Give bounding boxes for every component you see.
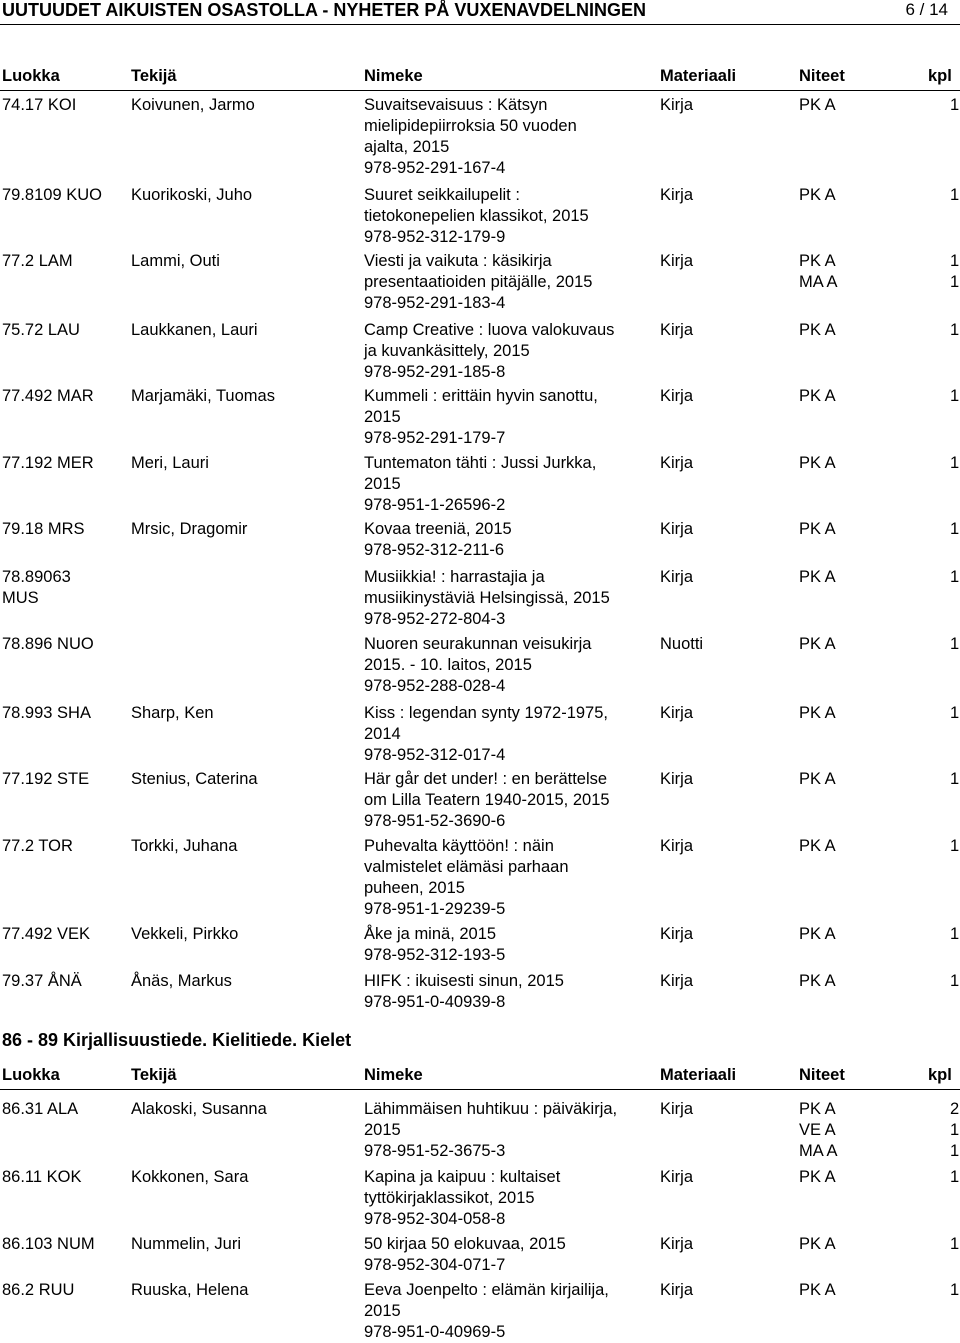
call-number <box>2 1234 126 1255</box>
copy-count <box>950 185 960 206</box>
call-number-line: 77.192 STE <box>2 770 90 788</box>
holdings-location-line: MA A <box>799 273 838 291</box>
title-info <box>364 386 649 449</box>
title-info-line: valmistelet elämäsi parhaan <box>364 858 569 876</box>
copy-count <box>950 924 960 945</box>
copy-count-line: 1 <box>950 837 960 855</box>
material-type: Kirja <box>660 1235 694 1253</box>
copy-count-line: 1 <box>950 925 960 943</box>
copy-count <box>950 1280 960 1301</box>
title-info-line: Puhevalta käyttöön! : näin <box>364 837 554 855</box>
author: Mrsic, Dragomir <box>131 520 248 538</box>
title-info-line: Viesti ja vaikuta : käsikirja <box>364 252 552 270</box>
copy-count-line: 1 <box>950 273 960 291</box>
title-info-line: Kiss : legendan synty 1972-1975, <box>364 704 608 722</box>
title-info-line: 978-951-1-26596-2 <box>364 496 506 514</box>
call-number <box>2 924 126 945</box>
call-number <box>2 971 126 992</box>
title-info-line: 978-952-291-183-4 <box>364 294 506 312</box>
holdings-location <box>799 1234 859 1255</box>
title-info <box>364 453 649 516</box>
col-materiaali: Materiaali <box>660 1066 737 1084</box>
title-info-line: 978-952-291-167-4 <box>364 159 506 177</box>
call-number-line: 77.192 MER <box>2 454 94 472</box>
title-info <box>364 703 649 766</box>
col-kpl: kpl <box>928 1066 952 1084</box>
author: Stenius, Caterina <box>131 770 258 788</box>
call-number <box>2 836 126 857</box>
holdings-location <box>799 1280 859 1301</box>
title-info-line: 978-951-0-40939-8 <box>364 993 506 1011</box>
author: Alakoski, Susanna <box>131 1100 267 1118</box>
material-type: Kirja <box>660 186 694 204</box>
author: Marjamäki, Tuomas <box>131 387 275 405</box>
holdings-location-line: MA A <box>799 1142 838 1160</box>
holdings-location <box>799 971 859 992</box>
copy-count <box>950 971 960 992</box>
holdings-location-line: PK A <box>799 635 836 653</box>
column-headers-2 <box>0 1066 960 1088</box>
author: Vekkeli, Pirkko <box>131 925 239 943</box>
holdings-location-line: PK A <box>799 925 836 943</box>
title-info-line: puheen, 2015 <box>364 879 465 897</box>
title-info-line: Kovaa treeniä, 2015 <box>364 520 512 538</box>
copy-count <box>950 1167 960 1188</box>
author: Sharp, Ken <box>131 704 214 722</box>
call-number <box>2 567 126 609</box>
call-number-line: 77.2 LAM <box>2 252 73 270</box>
col-nimeke: Nimeke <box>364 1066 423 1084</box>
title-info-line: om Lilla Teatern 1940-2015, 2015 <box>364 791 610 809</box>
holdings-location-line: PK A <box>799 520 836 538</box>
holdings-location <box>799 924 859 945</box>
author: Torkki, Juhana <box>131 837 238 855</box>
section-heading: 86 - 89 Kirjallisuustiede. Kielitiede. Kielet <box>2 1030 352 1050</box>
author: Ruuska, Helena <box>131 1281 249 1299</box>
title-info-line: Camp Creative : luova valokuvaus <box>364 321 615 339</box>
col-kpl: kpl <box>928 67 952 85</box>
copy-count-line: 1 <box>950 186 960 204</box>
copy-count-line: 1 <box>950 1168 960 1186</box>
title-info-line: Suuret seikkailupelit : <box>364 186 520 204</box>
title-info <box>364 1234 649 1276</box>
copy-count-line: 1 <box>950 1235 960 1253</box>
title-info-line: musiikinystäviä Helsingissä, 2015 <box>364 589 610 607</box>
col-nimeke: Nimeke <box>364 67 423 85</box>
author: Kuorikoski, Juho <box>131 186 253 204</box>
copy-count <box>950 251 960 293</box>
call-number-line: 79.37 ÅNÄ <box>2 972 82 990</box>
copy-count <box>950 386 960 407</box>
call-number-line: 86.103 NUM <box>2 1235 95 1253</box>
material-type: Kirja <box>660 321 694 339</box>
holdings-location <box>799 453 859 474</box>
copy-count <box>950 634 960 655</box>
title-info <box>364 95 649 179</box>
holdings-location-line: PK A <box>799 96 836 114</box>
holdings-location <box>799 95 859 116</box>
holdings-location-line: VE A <box>799 1121 836 1139</box>
copy-count-line: 2 <box>950 1100 960 1118</box>
holdings-location-line: PK A <box>799 387 836 405</box>
title-info-line: 978-952-288-028-4 <box>364 677 506 695</box>
call-number-line: 75.72 LAU <box>2 321 80 339</box>
copy-count-line: 1 <box>950 252 960 270</box>
material-type: Kirja <box>660 1168 694 1186</box>
title-info <box>364 185 649 248</box>
call-number <box>2 703 126 724</box>
copy-count <box>950 1099 960 1162</box>
copy-count-line: 1 <box>950 520 960 538</box>
title-info <box>364 320 649 383</box>
material-type: Kirja <box>660 925 694 943</box>
title-info <box>364 1099 649 1162</box>
title-info-line: 2015. - 10. laitos, 2015 <box>364 656 532 674</box>
author: Meri, Lauri <box>131 454 209 472</box>
title-info-line: Lähimmäisen huhtikuu : päiväkirja, <box>364 1100 618 1118</box>
holdings-location-line: PK A <box>799 252 836 270</box>
title-info-line: 978-951-52-3690-6 <box>364 812 506 830</box>
call-number-line: 78.89063 <box>2 568 71 586</box>
title-info-line: ajalta, 2015 <box>364 138 450 156</box>
page-number: 6 / 14 <box>905 0 948 19</box>
copy-count-line: 1 <box>950 1281 960 1299</box>
column-rule-1 <box>0 90 960 91</box>
title-info-line: Här går det under! : en berättelse <box>364 770 608 788</box>
material-type: Kirja <box>660 252 694 270</box>
call-number <box>2 453 126 474</box>
col-niteet: Niteet <box>799 67 845 85</box>
title-info-line: 2015 <box>364 1121 401 1139</box>
title-info <box>364 519 649 561</box>
material-type: Kirja <box>660 837 694 855</box>
call-number-line: 77.492 MAR <box>2 387 94 405</box>
material-type: Kirja <box>660 454 694 472</box>
column-rule-2 <box>0 1089 960 1090</box>
call-number-line: 77.2 TOR <box>2 837 73 855</box>
material-type: Kirja <box>660 568 694 586</box>
call-number-line: 79.18 MRS <box>2 520 85 538</box>
title-info-line: 978-952-304-071-7 <box>364 1256 506 1274</box>
title-info <box>364 1280 649 1343</box>
holdings-location <box>799 1167 859 1188</box>
title-info-line: 978-951-52-3675-3 <box>364 1142 506 1160</box>
title-info-line: 978-952-312-179-9 <box>364 228 506 246</box>
author: Laukkanen, Lauri <box>131 321 258 339</box>
holdings-location-line: PK A <box>799 837 836 855</box>
material-type: Kirja <box>660 96 694 114</box>
copy-count-line: 1 <box>950 454 960 472</box>
call-number-line: 79.8109 KUO <box>2 186 102 204</box>
copy-count <box>950 453 960 474</box>
material-type: Kirja <box>660 387 694 405</box>
holdings-location-line: PK A <box>799 454 836 472</box>
title-info-line: 2014 <box>364 725 401 743</box>
author: Kokkonen, Sara <box>131 1168 249 1186</box>
title-info <box>364 567 649 630</box>
material-type: Kirja <box>660 704 694 722</box>
author: Nummelin, Juri <box>131 1235 242 1253</box>
title-info <box>364 769 649 832</box>
copy-count <box>950 703 960 724</box>
material-type: Kirja <box>660 1281 694 1299</box>
copy-count-line: 1 <box>950 96 960 114</box>
copy-count-line: 1 <box>950 1121 960 1139</box>
copy-count-line: 1 <box>950 770 960 788</box>
copy-count-line: 1 <box>950 704 960 722</box>
copy-count <box>950 836 960 857</box>
call-number-line: 86.31 ALA <box>2 1100 79 1118</box>
page-title: UUTUUDET AIKUISTEN OSASTOLLA - NYHETER PÅ VUXENAVDELNINGEN <box>2 0 647 20</box>
title-info-line: presentaatioiden pitäjälle, 2015 <box>364 273 593 291</box>
holdings-location-line: PK A <box>799 1281 836 1299</box>
call-number <box>2 1280 126 1301</box>
call-number-line: 86.11 KOK <box>2 1168 82 1186</box>
holdings-location-line: PK A <box>799 321 836 339</box>
holdings-location <box>799 320 859 341</box>
title-info-line: 50 kirjaa 50 elokuvaa, 2015 <box>364 1235 566 1253</box>
holdings-location-line: PK A <box>799 770 836 788</box>
call-number <box>2 769 126 790</box>
col-tekija: Tekijä <box>131 1066 177 1084</box>
copy-count-line: 1 <box>950 321 960 339</box>
holdings-location-line: PK A <box>799 1168 836 1186</box>
title-info-line: Kapina ja kaipuu : kultaiset <box>364 1168 561 1186</box>
title-info-line: Suvaitsevaisuus : Kätsyn <box>364 96 548 114</box>
title-info-line: 978-951-1-29239-5 <box>364 900 506 918</box>
title-info-line: tyttökirjaklassikot, 2015 <box>364 1189 535 1207</box>
call-number <box>2 1167 126 1188</box>
holdings-location <box>799 567 859 588</box>
title-info-line: ja kuvankäsittely, 2015 <box>364 342 530 360</box>
call-number <box>2 519 126 540</box>
title-info-line: Kummeli : erittäin hyvin sanottu, <box>364 387 598 405</box>
title-info-line: mielipidepiirroksia 50 vuoden <box>364 117 577 135</box>
title-info-line: Musiikkia! : harrastajia ja <box>364 568 545 586</box>
holdings-location-line: PK A <box>799 568 836 586</box>
col-niteet: Niteet <box>799 1066 845 1084</box>
call-number-line: MUS <box>2 589 39 607</box>
holdings-location <box>799 1099 859 1162</box>
copy-count-line: 1 <box>950 1142 960 1160</box>
holdings-location <box>799 836 859 857</box>
holdings-location <box>799 386 859 407</box>
call-number <box>2 251 126 272</box>
title-info-line: 978-952-312-211-6 <box>364 541 505 559</box>
col-tekija: Tekijä <box>131 67 177 85</box>
call-number <box>2 386 126 407</box>
call-number-line: 78.896 NUO <box>2 635 94 653</box>
col-luokka: Luokka <box>2 67 60 85</box>
title-info <box>364 971 649 1013</box>
copy-count-line: 1 <box>950 387 960 405</box>
material-type: Kirja <box>660 770 694 788</box>
title-info-line: 978-952-291-179-7 <box>364 429 506 447</box>
column-headers-1 <box>0 67 960 89</box>
call-number <box>2 185 126 206</box>
title-info-line: 2015 <box>364 408 401 426</box>
title-info-line: 2015 <box>364 1302 401 1320</box>
call-number <box>2 320 126 341</box>
page-header <box>0 0 960 22</box>
holdings-location-line: PK A <box>799 972 836 990</box>
copy-count <box>950 95 960 116</box>
header-rule <box>0 24 960 25</box>
call-number <box>2 95 126 116</box>
title-info-line: 978-952-272-804-3 <box>364 610 506 628</box>
holdings-location-line: PK A <box>799 1235 836 1253</box>
holdings-location <box>799 769 859 790</box>
title-info-line: 978-951-0-40969-5 <box>364 1323 506 1341</box>
title-info-line: Eeva Joenpelto : elämän kirjailija, <box>364 1281 609 1299</box>
title-info-line: 978-952-304-058-8 <box>364 1210 506 1228</box>
material-type: Nuotti <box>660 635 704 653</box>
title-info-line: 978-952-291-185-8 <box>364 363 506 381</box>
copy-count-line: 1 <box>950 568 960 586</box>
title-info <box>364 634 649 697</box>
holdings-location <box>799 251 859 293</box>
material-type: Kirja <box>660 1100 694 1118</box>
title-info <box>364 1167 649 1230</box>
copy-count-line: 1 <box>950 972 960 990</box>
call-number-line: 86.2 RUU <box>2 1281 75 1299</box>
holdings-location <box>799 634 859 655</box>
title-info <box>364 836 649 920</box>
holdings-location-line: PK A <box>799 704 836 722</box>
holdings-location-line: PK A <box>799 186 836 204</box>
holdings-location <box>799 703 859 724</box>
author: Ånäs, Markus <box>131 972 232 990</box>
call-number <box>2 634 126 655</box>
call-number <box>2 1099 126 1120</box>
title-info-line: Tuntematon tähti : Jussi Jurkka, <box>364 454 597 472</box>
call-number-line: 78.993 SHA <box>2 704 91 722</box>
material-type: Kirja <box>660 972 694 990</box>
copy-count <box>950 567 960 588</box>
title-info-line: tietokonepelien klassikot, 2015 <box>364 207 589 225</box>
material-type: Kirja <box>660 520 694 538</box>
title-info-line: Åke ja minä, 2015 <box>364 925 497 943</box>
title-info-line: 978-952-312-193-5 <box>364 946 506 964</box>
copy-count <box>950 320 960 341</box>
title-info-line: HIFK : ikuisesti sinun, 2015 <box>364 972 564 990</box>
author: Koivunen, Jarmo <box>131 96 255 114</box>
copy-count-line: 1 <box>950 635 960 653</box>
title-info <box>364 924 649 966</box>
author: Lammi, Outi <box>131 252 220 270</box>
call-number-line: 77.492 VEK <box>2 925 91 943</box>
col-materiaali: Materiaali <box>660 67 737 85</box>
title-info-line: 978-952-312-017-4 <box>364 746 506 764</box>
holdings-location <box>799 185 859 206</box>
copy-count <box>950 519 960 540</box>
copy-count <box>950 769 960 790</box>
holdings-location <box>799 519 859 540</box>
copy-count <box>950 1234 960 1255</box>
title-info-line: Nuoren seurakunnan veisukirja <box>364 635 592 653</box>
title-info <box>364 251 649 314</box>
col-luokka: Luokka <box>2 1066 60 1084</box>
call-number-line: 74.17 KOI <box>2 96 77 114</box>
holdings-location-line: PK A <box>799 1100 836 1118</box>
title-info-line: 2015 <box>364 475 401 493</box>
